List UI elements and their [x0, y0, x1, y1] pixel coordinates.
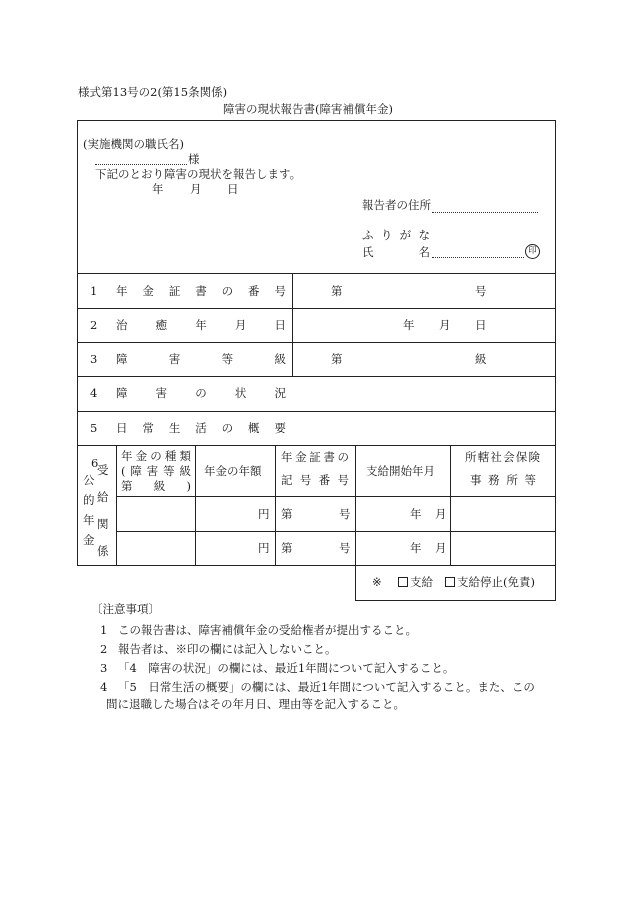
annual-amount-header: 年金の年額 — [204, 464, 262, 478]
date-month: 月 — [190, 182, 202, 196]
remark-box-bottom-border — [355, 600, 556, 601]
section6-label-char: 係 — [97, 544, 109, 558]
name-field[interactable] — [432, 257, 524, 258]
notes-title: 〔注意事項〕 — [91, 602, 160, 616]
row-divider — [77, 445, 556, 446]
row-divider — [77, 565, 556, 566]
yen-label: 円 — [258, 541, 270, 555]
column-divider — [116, 445, 117, 566]
row-divider — [116, 531, 556, 532]
row-divider — [77, 376, 556, 377]
checkbox-square[interactable] — [445, 577, 455, 587]
table-right-border — [555, 120, 556, 601]
year-label: 年 — [410, 507, 422, 521]
disability-status-label: 障 害 の 状 況 — [116, 386, 286, 400]
office-header: 所 轄 社 会 保 険 — [465, 450, 540, 464]
daily-life-label: 日 常 生 活 の 概 要 — [116, 421, 286, 435]
section6-label-char: 金 — [83, 533, 95, 547]
certificate-dai: 第 — [331, 284, 343, 298]
section6-label-char: 給 — [97, 490, 109, 504]
note-text: 「5 日常生活の概要」の欄には、最近1年間について記入すること。また、この — [118, 680, 535, 694]
go-label: 号 — [339, 541, 351, 555]
row-number: 3 — [90, 352, 98, 366]
section6-label-char: 的 — [83, 493, 95, 507]
pension-type-header: 第 級 ) — [121, 479, 191, 493]
dai-label: 第 — [281, 541, 293, 555]
note-number: 1 — [100, 623, 108, 637]
note-text: この報告書は、障害補償年金の受給権者が提出すること。 — [118, 623, 417, 637]
note-number: 2 — [100, 642, 108, 656]
row-divider — [77, 273, 556, 274]
section6-number: 6 — [91, 456, 99, 470]
grade-dai: 第 — [331, 352, 343, 366]
date-year: 年 — [152, 182, 164, 196]
note-number: 4 — [100, 680, 108, 694]
furigana-label: ふ り が な — [362, 228, 430, 242]
grade-kyu: 級 — [475, 352, 487, 366]
note-text-continued: 間に退職した場合はその年月日、理由等を記入すること。 — [106, 697, 405, 711]
section6-label-char: 公 — [83, 473, 95, 487]
column-divider — [450, 445, 451, 566]
note-text: 「4 障害の状況」の欄には、最近1年間について記入すること。 — [118, 661, 455, 675]
row-number: 5 — [90, 421, 98, 435]
month-label: 月 — [435, 507, 447, 521]
row-divider — [77, 308, 556, 309]
address-label: 報告者の住所 — [362, 198, 431, 212]
date-day: 日 — [227, 182, 239, 196]
sama-label: 様 — [188, 152, 200, 166]
year-label: 年 — [410, 541, 422, 555]
section6-label-char: 受 — [97, 463, 109, 477]
address-field[interactable] — [432, 212, 538, 213]
pension-type-header: ( 障 害 等 級 — [121, 464, 191, 478]
certificate-number-header: 年 金 証 書 の — [281, 450, 349, 464]
dai-label: 第 — [281, 507, 293, 521]
row-number: 2 — [90, 318, 98, 332]
row-divider — [77, 342, 556, 343]
seal-stamp: 印 — [525, 244, 540, 259]
pension-type-header: 年 金 の 種 類 — [121, 449, 191, 463]
table-top-border — [77, 120, 556, 121]
cure-year: 年 — [403, 318, 415, 332]
certificate-number-header: 記 号 番 号 — [281, 473, 349, 487]
payment-start-header: 支給開始年月 — [366, 464, 435, 478]
note-number: 3 — [100, 661, 108, 675]
report-statement: 下記のとおり障害の現状を報告します。 — [95, 167, 302, 181]
table-left-border — [77, 120, 78, 566]
suspension-option-label: 支給停止(免責) — [457, 575, 535, 589]
cure-month: 月 — [439, 318, 451, 332]
row-divider — [77, 411, 556, 412]
cure-date-label: 治 癒 年 月 日 — [116, 318, 286, 332]
section6-label-char: 関 — [97, 517, 109, 531]
row-number: 1 — [90, 284, 98, 298]
column-divider — [195, 445, 196, 566]
remark-mark: ※ — [372, 575, 382, 589]
row-divider — [116, 496, 556, 497]
form-number: 様式第13号の2(第15条関係) — [78, 85, 228, 99]
addressee-label: (実施機関の職氏名) — [83, 137, 184, 151]
row-number: 4 — [90, 386, 98, 400]
column-divider — [292, 273, 293, 377]
checkbox-square[interactable] — [398, 577, 408, 587]
note-text: 報告者は、※印の欄には記入しないこと。 — [118, 642, 337, 656]
remark-box-left-border — [355, 565, 356, 601]
office-header: 事 務 所 等 — [470, 473, 536, 487]
cure-day: 日 — [475, 318, 487, 332]
yen-label: 円 — [258, 507, 270, 521]
month-label: 月 — [435, 541, 447, 555]
pension-certificate-label: 年 金 証 書 の 番 号 — [116, 284, 286, 298]
name-label: 氏 名 — [362, 245, 430, 259]
payment-option-label: 支給 — [410, 575, 433, 589]
column-divider — [355, 445, 356, 566]
addressee-field[interactable] — [95, 164, 187, 165]
go-label: 号 — [339, 507, 351, 521]
section6-label-char: 年 — [83, 513, 95, 527]
document-title: 障害の現状報告書(障害補償年金) — [223, 102, 393, 116]
column-divider — [275, 445, 276, 566]
certificate-go: 号 — [475, 284, 487, 298]
suspension-checkbox[interactable] — [445, 576, 535, 590]
disability-grade-label: 障 害 等 級 — [116, 352, 286, 366]
payment-checkbox[interactable] — [398, 576, 433, 590]
